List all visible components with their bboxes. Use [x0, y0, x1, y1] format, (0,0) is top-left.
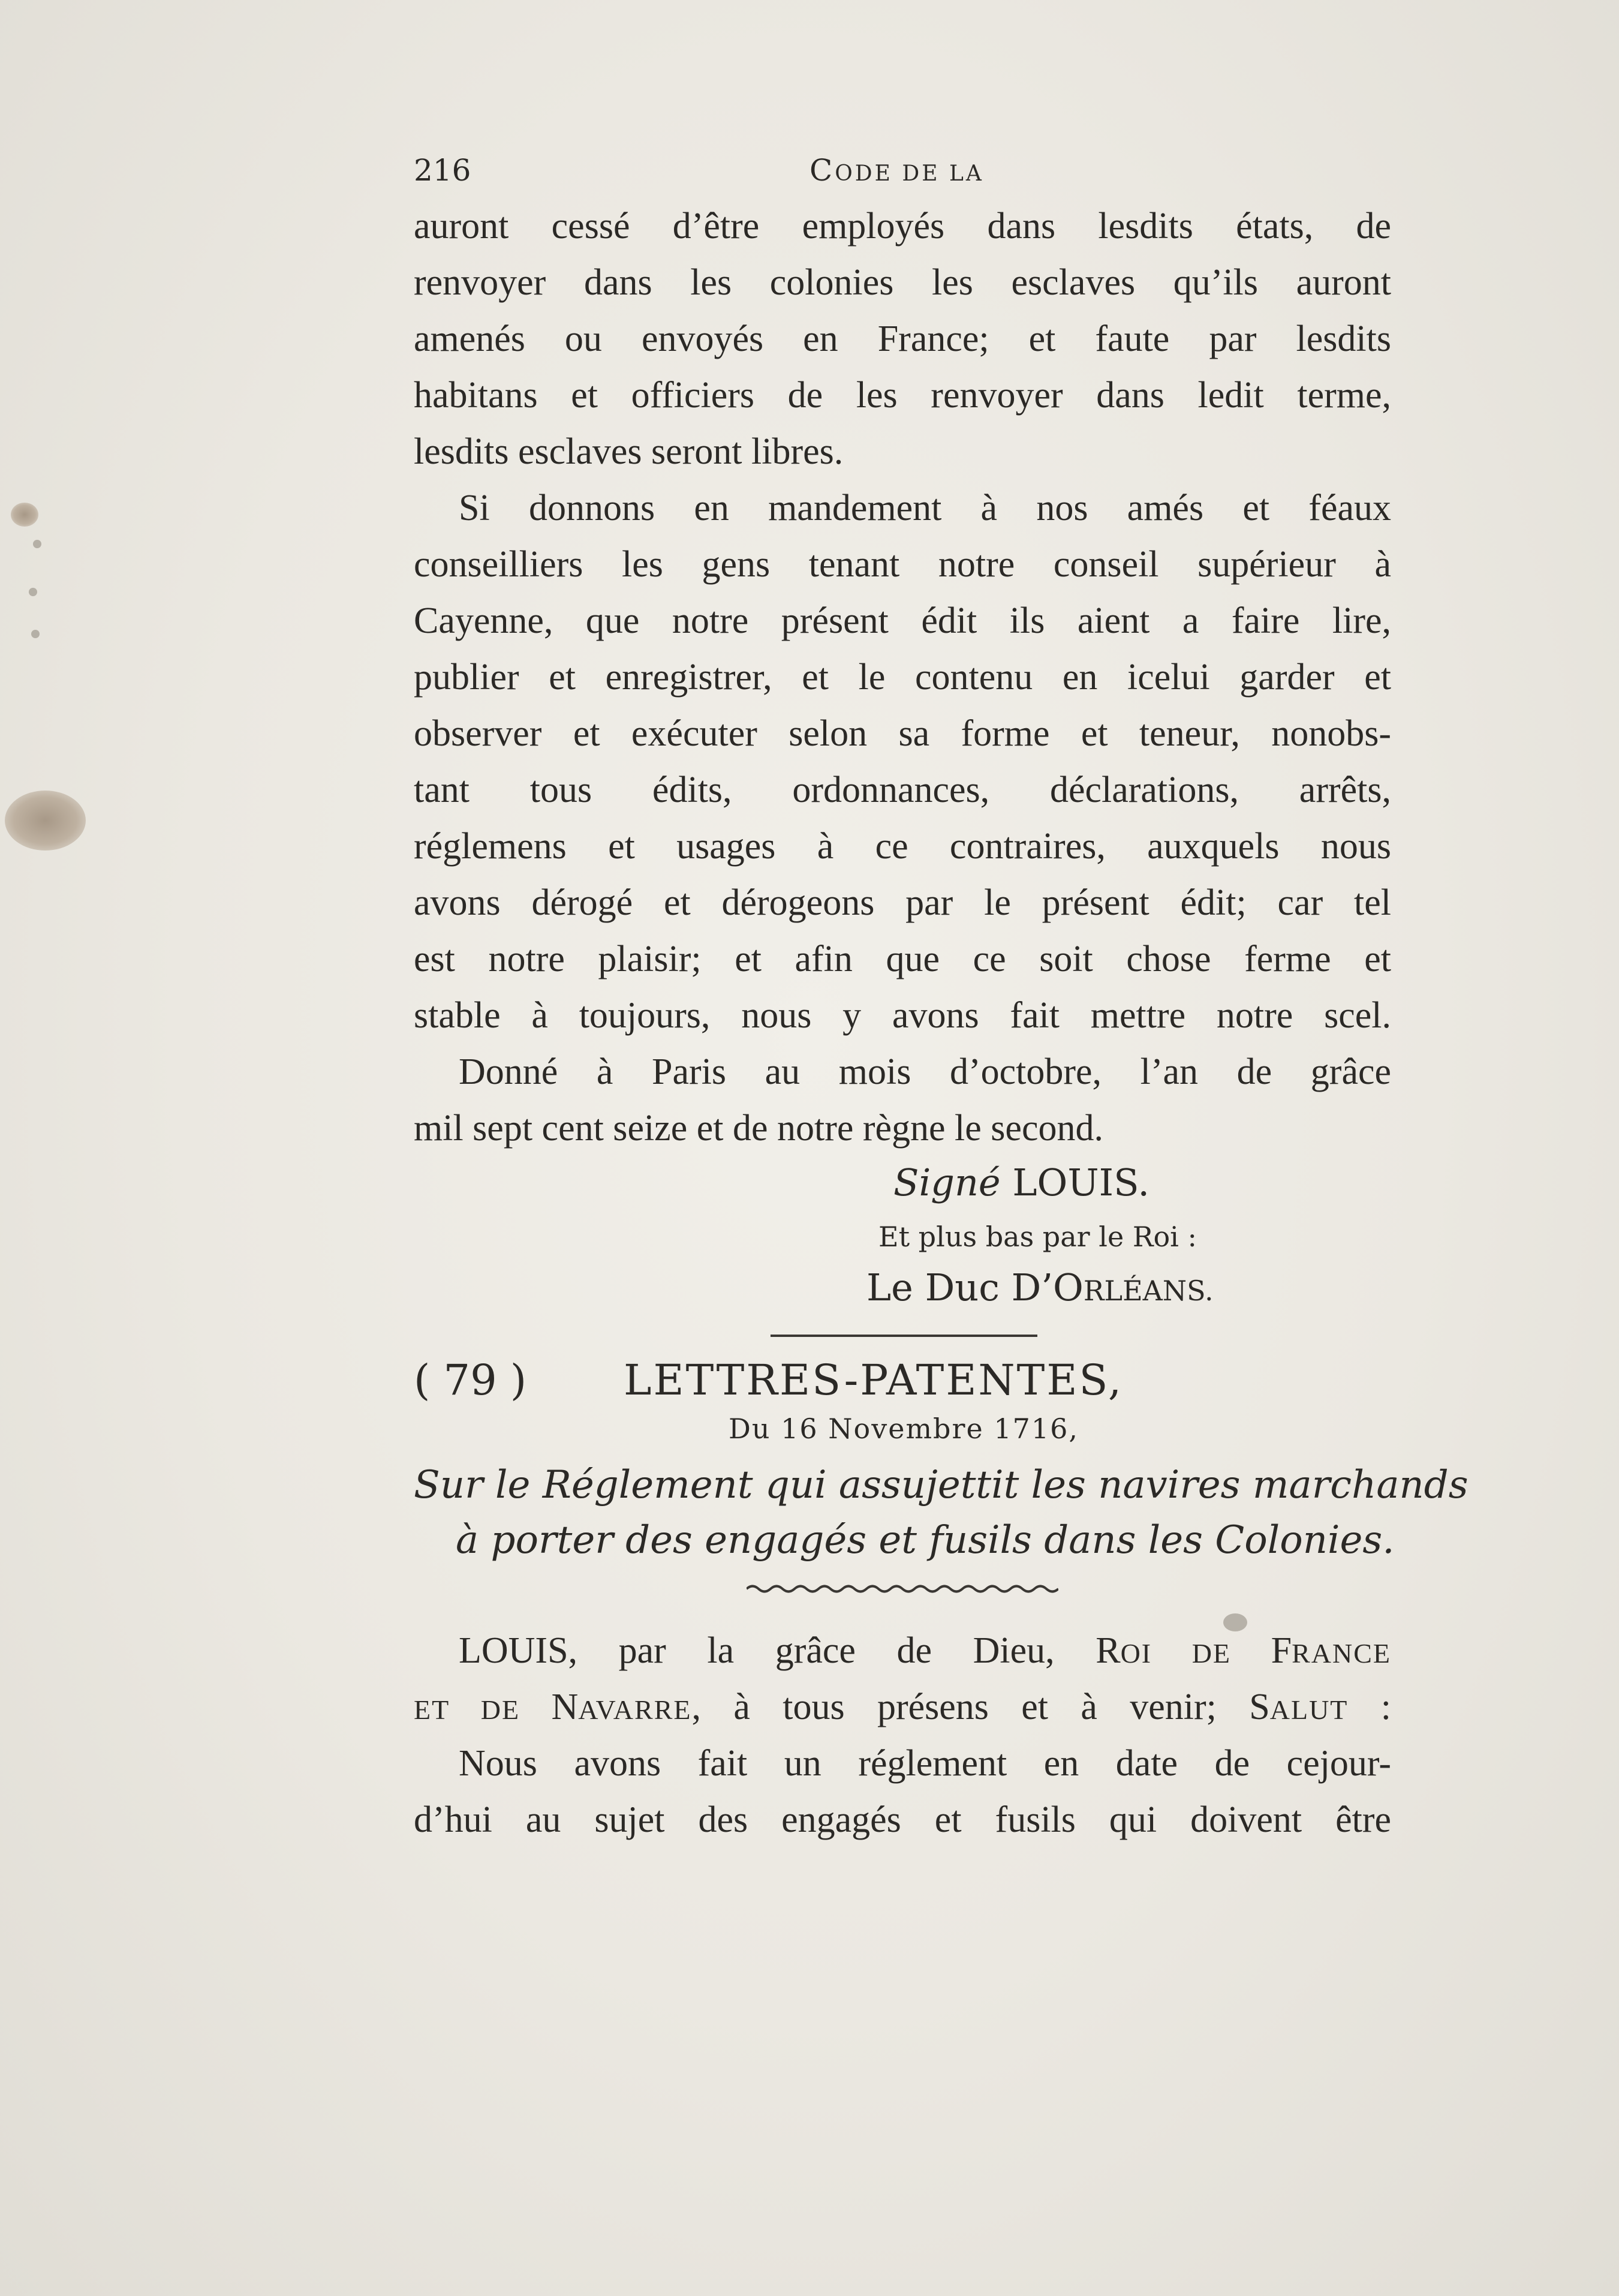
text-line: réglemens et usages à ce contraires, auxquels nous — [414, 826, 1391, 867]
section-number: ( 79 ) — [414, 1356, 527, 1405]
text-line: d’hui au sujet des engagés et fusils qui doivent être — [414, 1799, 1391, 1840]
ink-stain — [11, 503, 38, 527]
text-line: est notre plaisir; et afin que ce soit chose ferme et — [414, 939, 1391, 979]
text-line: auront cessé d’être employés dans lesdits états, de — [414, 206, 1391, 247]
signature-duc: Le Duc D’ORLÉANS. — [866, 1266, 1214, 1309]
section-heading: LETTRES-PATENTES, — [624, 1356, 1124, 1405]
text-line: amenés ou envoyés en France; et faute par lesdits — [414, 318, 1391, 359]
paper-speck — [29, 588, 37, 596]
text-line: Donné à Paris au mois d’octobre, l’an de grâce — [459, 1051, 1391, 1092]
running-head: CODE DE LA — [810, 153, 984, 188]
text-line: Si donnons en mandement à nos amés et féaux — [459, 488, 1391, 528]
section-subtitle — [414, 1457, 1468, 1568]
subtitle-line: Sur le Réglement qui assujettit les navires marchands — [414, 1463, 1468, 1507]
text-line: stable à toujours, nous y avons fait mettre notre scel. — [414, 995, 1391, 1036]
body-text-2 — [414, 1622, 1391, 1848]
section-divider — [771, 1335, 1037, 1337]
text-line: habitans et officiers de les renvoyer dans ledit terme, — [414, 375, 1391, 416]
text-line: conseilliers les gens tenant notre conseil supérieur à — [414, 544, 1391, 585]
text-line: lesdits esclaves seront libres. — [414, 431, 844, 472]
paper-speck — [33, 540, 41, 548]
text-line: LOUIS, par la grâce de Dieu, ROI DE FRANCE — [459, 1630, 1391, 1671]
ornament-divider — [747, 1583, 1058, 1594]
text-line: ET DE NAVARRE, à tous présens et à venir; SALUT : — [414, 1687, 1392, 1727]
text-line: mil sept cent seize et de notre règne le second. — [414, 1108, 1103, 1149]
text-line: renvoyer dans les colonies les esclaves qu’ils auront — [414, 262, 1391, 303]
text-line: Cayenne, que notre présent édit ils aient a faire lire, — [414, 600, 1391, 641]
body-text — [414, 198, 1391, 1156]
ink-stain — [5, 791, 86, 851]
text-line: observer et exécuter selon sa forme et teneur, nonobs- — [414, 713, 1391, 754]
subtitle-line: à porter des engagés et fusils dans les Colonies. — [456, 1518, 1395, 1562]
text-line: Nous avons fait un réglement en date de cejour- — [459, 1743, 1391, 1784]
text-line: tant tous édits, ordonnances, déclarations, arrêts, — [414, 770, 1391, 810]
text-line: avons dérogé et dérogeons par le présent édit; car tel — [414, 882, 1391, 923]
section-date: Du 16 Novembre 1716, — [729, 1413, 1079, 1445]
signature-plus-bas: Et plus bas par le Roi : — [878, 1221, 1197, 1253]
paper-speck — [31, 630, 40, 638]
section-title — [414, 1356, 1391, 1410]
page-header — [414, 153, 1391, 189]
text-line: publier et enregistrer, et le contenu en icelui garder et — [414, 657, 1391, 698]
page-number: 216 — [414, 153, 471, 188]
signature-signe: Signé LOUIS. — [893, 1161, 1150, 1204]
